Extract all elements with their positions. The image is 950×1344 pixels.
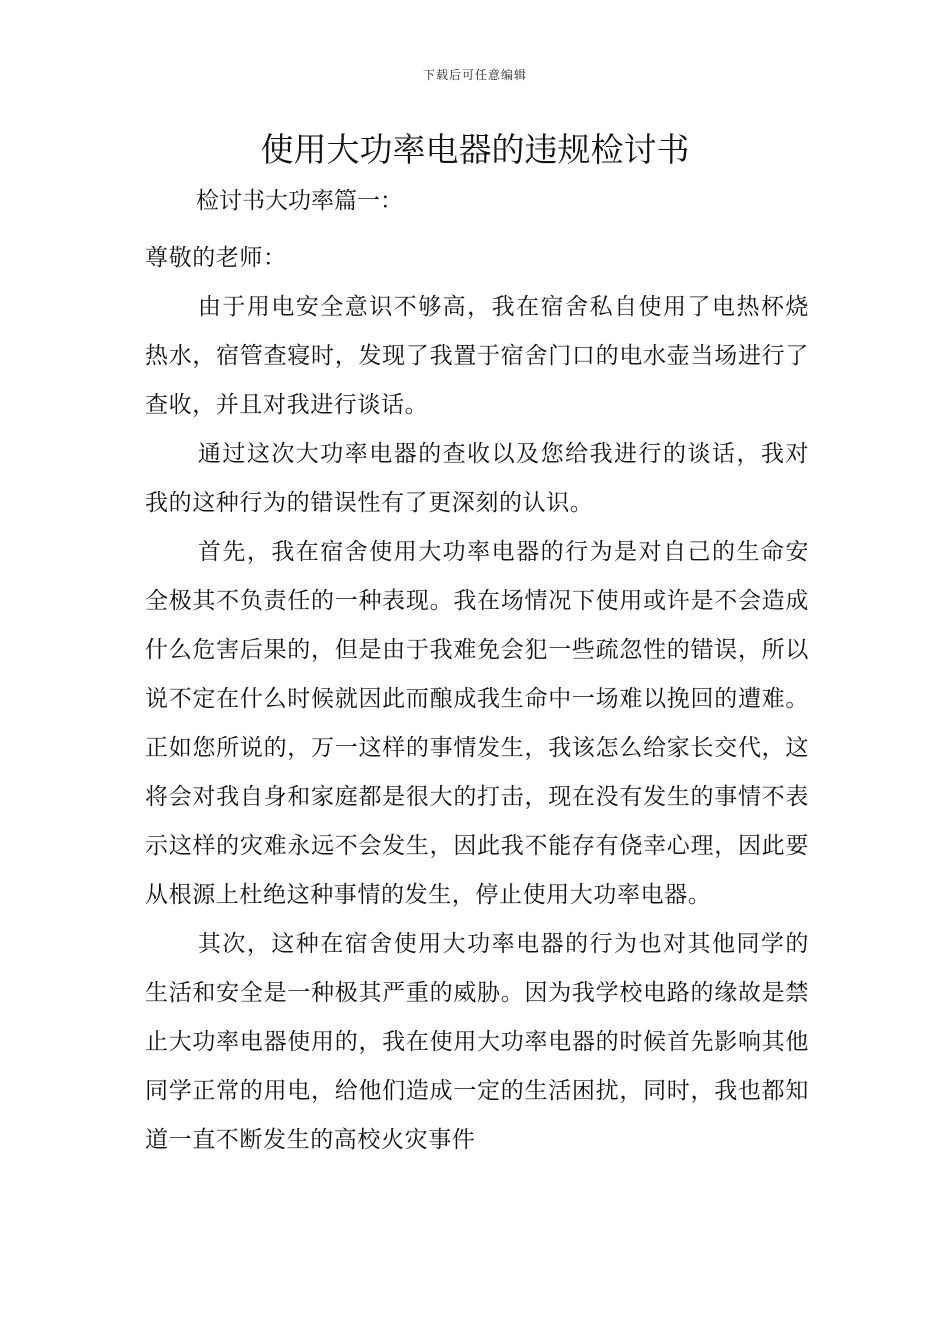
subheading: 检讨书大功率篇一： [196, 188, 403, 214]
paragraph: 通过这次大功率电器的查收以及您给我进行的谈话，我对我的这种行为的错误性有了更深刻的认识。 [145, 441, 809, 516]
paragraph: 由于用电安全意识不够高，我在宿舍私自使用了电热杯烧热水，宿管查寝时，发现了我置于宿舍门口的电水壶当场进行了查收，并且对我进行谈话。 [145, 294, 809, 418]
paragraph: 首先，我在宿舍使用大功率电器的行为是对自己的生命安全极其不负责任的一种表现。我在场情况下使用或许是不会造成什么危害后果的，但是由于我难免会犯一些疏忽性的错误，所以说不定在什么时候就因此而酿成我生命中一场难以挽回的遭难。正如您所说的，万一这样的事情发生，我该怎么给家长交代，这将会对我自身和家庭都是很大的打击，现在没有发生的事情不表示这样的灾难永远不会发生，因此我不能存有侥幸心理，因此要从根源上杜绝这种事情的发生，停止使用大功率电器。 [145, 539, 809, 908]
document-title: 使用大功率电器的违规检讨书 [260, 130, 690, 169]
document-body [145, 234, 809, 1165]
salutation: 尊敬的老师： [145, 245, 287, 271]
paragraph: 其次，这种在宿舍使用大功率电器的行为也对其他同学的生活和安全是一种极其严重的威胁。因为我学校电路的缘故是禁止大功率电器使用的，我在使用大功率电器的时候首先影响其他同学正常的用电，给他们造成一定的生活困扰，同时，我也都知道一直不断发生的高校火灾事件 [145, 931, 809, 1153]
header-note: 下载后可任意编辑 [422, 68, 527, 82]
